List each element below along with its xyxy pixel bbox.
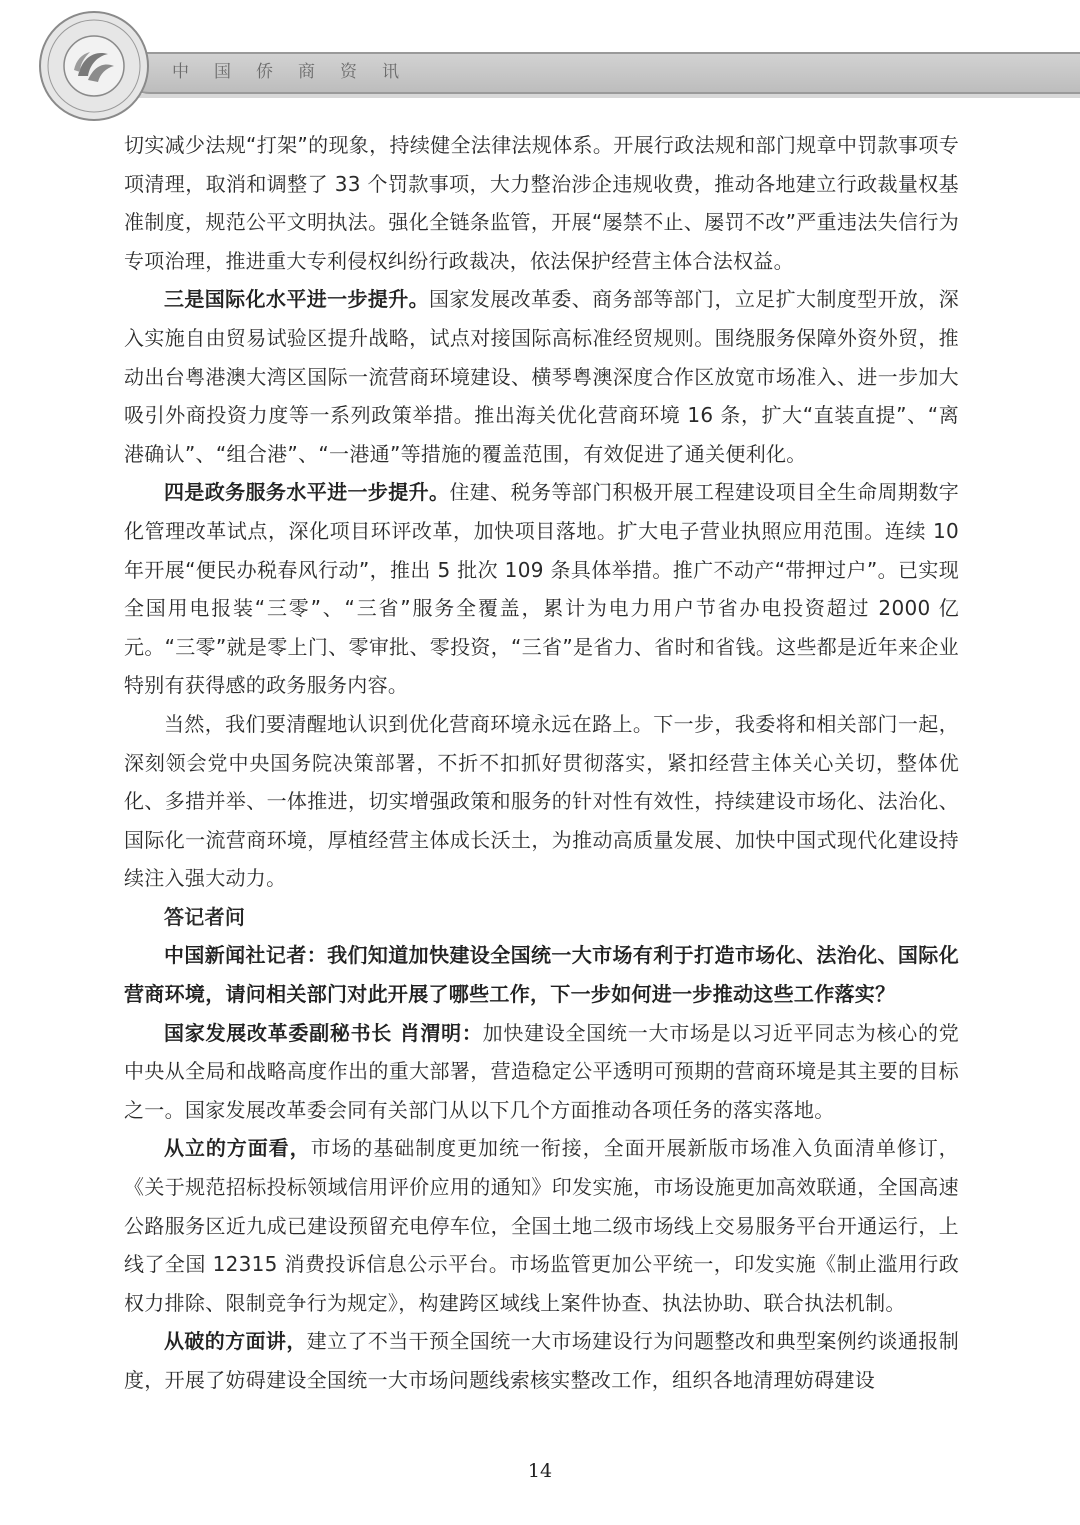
qa-answer: 国家发展改革委副秘书长 肖渭明：加快建设全国统一大市场是以习近平同志为核心的党中央从全局和战略高度作出的重大部署，营造稳定公平透明可预期的营商环境是其主要的目标之一。国家发展改革委会同有关部门从以下几个方面推动各项任务的落实落地。 [124, 1020, 959, 1122]
article-body [124, 126, 959, 1400]
qa-point-2-lead: 从破的方面讲， [164, 1329, 307, 1354]
page-header [0, 0, 1080, 135]
logo-icon [38, 10, 150, 122]
header-divider [130, 94, 1080, 98]
page-number: 14 [527, 1460, 553, 1482]
paragraph-4: 当然，我们要清醒地认识到优化营商环境永远在路上。下一步，我委将和相关部门一起，深刻领会党中央国务院决策部署，不折不扣抓好贯彻落实，紧扣经营主体关心关切，整体优化、多措并举、一体推进，切实增强政策和服务的针对性有效性，持续建设市场化、法治化、国际化一流营商环境，厚植经营主体成长沃土，为推动高质量发展、加快中国式现代化建设持续注入强大动力。 [124, 711, 959, 891]
section-title: 答记者问 [164, 904, 246, 929]
qa-answer-point-1: 从立的方面看，市场的基础制度更加统一衔接，全面开展新版市场准入负面清单修订，《关于规范招标投标领域信用评价应用的通知》印发实施，市场设施更加高效联通，全国高速公路服务区近九成已建设预留充电停车位，全国土地二级市场线上交易服务平台开通运行，上线了全国 12315 消费投诉信息公示平台。市场监管更加公平统一，印发实施《制止滥用行政权力排除、限制竞争行为规定》，构建跨区域线上案件协查、执法协助、联合执法机制。 [124, 1136, 959, 1315]
paragraph-2-lead: 三是国际化水平进一步提升。 [164, 287, 430, 312]
paragraph-3-lead: 四是政务服务水平进一步提升。 [164, 480, 450, 505]
qa-answer-point-2: 从破的方面讲，建立了不当干预全国统一大市场建设行为问题整改和典型案例约谈通报制度，开展了妨碍建设全国统一大市场问题线索核实整改工作，组织各地清理妨碍建设 [124, 1329, 959, 1392]
paragraph-2: 三是国际化水平进一步提升。国家发展改革委、商务部等部门，立足扩大制度型开放，深入实施自由贸易试验区提升战略，试点对接国际高标准经贸规则。围绕服务保障外资外贸，推动出台粤港澳大湾区国际一流营商环境建设、横琴粤澳深度合作区放宽市场准入、进一步加大吸引外商投资力度等一系列政策举措。推出海关优化营商环境 16 条，扩大“直装直提”、“离港确认”、“组合港”、“一港通”等措施的覆盖范围，有效促进了通关便利化。 [124, 287, 959, 466]
qa-question-text: 中国新闻社记者：我们知道加快建设全国统一大市场有利于打造市场化、法治化、国际化营商环境，请问相关部门对此开展了哪些工作，下一步如何进一步推动这些工作落实？ [124, 943, 959, 1007]
paragraph-3: 四是政务服务水平进一步提升。住建、税务等部门积极开展工程建设项目全生命周期数字化管理改革试点，深化项目环评改革，加快项目落地。扩大电子营业执照应用范围。连续 10 年开展“便民办税春风行动”，推出 5 批次 109 条具体举措。推广不动产“带押过户”。已实现全国用电报装“三零”、“三省”服务全覆盖，累计为电力用户节省办电投资超过 2000 亿元。“三零”就是零上门、零审批、零投资，“三省”是省力、省时和省钱。这些都是近年来企业特别有获得感的政务服务内容。 [124, 480, 960, 698]
qa-point-1-lead: 从立的方面看， [164, 1136, 311, 1161]
header-title: 中国侨商资讯 [172, 62, 424, 82]
paragraph-1: 切实减少法规“打架”的现象，持续健全法律法规体系。开展行政法规和部门规章中罚款事项专项清理，取消和调整了 33 个罚款事项，大力整治涉企违规收费，推动各地建立行政裁量权基准制度，规范公平文明执法。强化全链条监管，开展“屡禁不止、屡罚不改”严重违法失信行为专项治理，推进重大专利侵权纠纷行政裁决，依法保护经营主体合法权益。 [124, 133, 959, 273]
qa-question [124, 936, 959, 1013]
qa-answer-speaker: 国家发展改革委副秘书长 肖渭明： [164, 1020, 483, 1045]
